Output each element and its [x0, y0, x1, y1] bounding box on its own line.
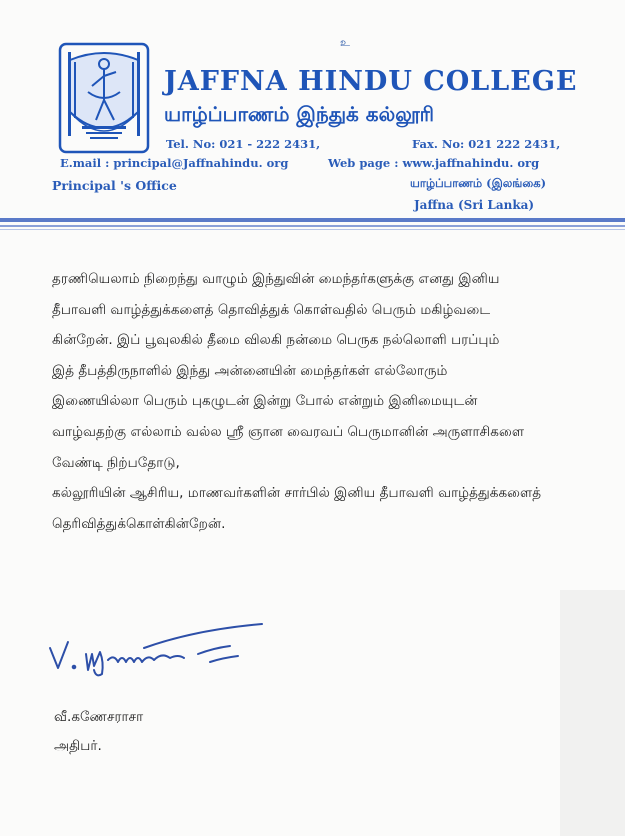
college-crest-icon: [58, 42, 150, 154]
email-address: E.mail : principal@Jaffnahindu. org: [60, 156, 289, 170]
letter-line: வாழ்வதற்கு எல்லாம் வல்ல ஸ்ரீ ஞான வைரவப் பெருமானின் அருளாசிகளை: [52, 423, 525, 440]
handwritten-signature: [44, 618, 274, 680]
letter-line: தீபாவளி வாழ்த்துக்களைத் தொவித்துக் கொள்வதில் பெரும் மகிழ்வடை: [52, 301, 491, 318]
header-divider: [0, 225, 625, 227]
letter-line: இணையில்லா பெரும் புகழுடன் இன்று போல் என்றும் இனிமையுடன்: [52, 393, 478, 410]
header-divider: [0, 218, 625, 222]
letter-line: கல்லூரியின் ஆசிரிய, மாணவர்களின் சார்பில் இனிய தீபாவளி வாழ்த்துக்களைத்: [52, 485, 542, 502]
letter-line: தரணியெலாம் நிறைந்து வாழும் இந்துவின் மைந்தர்களுக்கு எனது இனிய: [52, 271, 500, 287]
college-name-english: JAFFNA HINDU COLLEGE: [164, 66, 578, 97]
letter-line: இத் தீபத்திருநாளில் இந்து அன்னையின் மைந்தர்கள் எல்லோரும்: [52, 362, 448, 379]
location-tamil: யாழ்ப்பாணம் (இலங்கை): [410, 176, 547, 190]
header-divider: [0, 229, 625, 230]
scan-shading: [560, 590, 625, 836]
signer-name: வீ.கணேசராசா: [54, 709, 144, 725]
signer-title: அதிபர்.: [54, 738, 102, 754]
letter-line: கின்றேன். இப் பூவுலகில் தீமை விலகி நன்மை பெருக நல்லொளி பரப்பும்: [52, 332, 500, 349]
telephone-number: Tel. No: 021 - 222 2431,: [166, 137, 321, 151]
letter-line: தெரிவித்துக்கொள்கின்றேன்.: [52, 515, 226, 532]
letter-line: வேண்டி நிற்பதோடு,: [52, 454, 180, 471]
web-page: Web page : www.jaffnahindu. org: [328, 156, 540, 170]
letter-body: [52, 264, 612, 539]
fax-number: Fax. No: 021 222 2431,: [412, 137, 561, 151]
location-english: Jaffna (Sri Lanka): [414, 198, 535, 212]
invocation-symbol: உ: [340, 36, 350, 49]
office-label: Principal 's Office: [52, 178, 177, 193]
college-name-tamil: யாழ்ப்பாணம் இந்துக் கல்லூரி: [164, 102, 435, 126]
